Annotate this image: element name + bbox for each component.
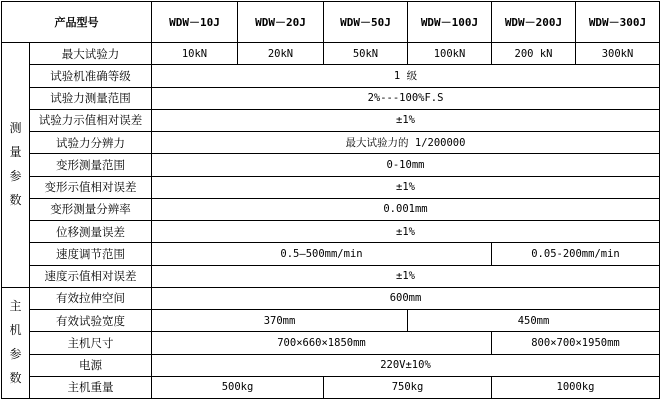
row-accuracy-class <box>2 65 660 87</box>
group-measurement-label: 测量参数 <box>9 121 22 208</box>
row-force-error <box>2 109 660 131</box>
cell-value: ±1% <box>152 109 660 131</box>
row-test-width <box>2 310 660 332</box>
cell-value: 10kN <box>152 43 238 65</box>
row-deform-resolution <box>2 198 660 220</box>
cell-value: 0.05-200mm/min <box>492 243 660 265</box>
row-label: 电源 <box>30 354 152 376</box>
row-label: 有效试验宽度 <box>30 310 152 332</box>
row-speed-error <box>2 265 660 287</box>
cell-value: 100kN <box>408 43 492 65</box>
cell-value: 1 级 <box>152 65 660 87</box>
cell-value: 50kN <box>324 43 408 65</box>
cell-value: 450mm <box>408 310 660 332</box>
row-deform-range <box>2 154 660 176</box>
row-label: 试验力测量范围 <box>30 87 152 109</box>
row-label: 试验力分辨力 <box>30 132 152 154</box>
spec-table <box>1 1 660 399</box>
cell-value: 500kg <box>152 376 324 398</box>
row-stretch-space <box>2 287 660 309</box>
row-host-weight <box>2 376 660 398</box>
row-label: 最大试验力 <box>30 43 152 65</box>
cell-value: 0.001mm <box>152 198 660 220</box>
row-label: 变形测量范围 <box>30 154 152 176</box>
row-force-range <box>2 87 660 109</box>
row-label: 试验力示值相对误差 <box>30 109 152 131</box>
row-deform-error <box>2 176 660 198</box>
cell-value: 最大试验力的 1/200000 <box>152 132 660 154</box>
cell-value: 200 kN <box>492 43 576 65</box>
row-label: 试验机准确等级 <box>30 65 152 87</box>
cell-value: 0-10mm <box>152 154 660 176</box>
header-title: 产品型号 <box>2 2 152 43</box>
row-label: 位移测量误差 <box>30 221 152 243</box>
cell-value: 750kg <box>324 376 492 398</box>
row-max-force <box>2 43 660 65</box>
model-header: WDW－10J <box>152 2 238 43</box>
cell-value: 700×660×1850mm <box>152 332 492 354</box>
row-speed-range <box>2 243 660 265</box>
cell-value: 800×700×1950mm <box>492 332 660 354</box>
cell-value: 370mm <box>152 310 408 332</box>
cell-value: 1000kg <box>492 376 660 398</box>
model-header: WDW－200J <box>492 2 576 43</box>
cell-value: ±1% <box>152 221 660 243</box>
group-host-label: 主机参数 <box>9 299 22 386</box>
cell-value: ±1% <box>152 176 660 198</box>
header-row <box>2 2 660 43</box>
cell-value: 600mm <box>152 287 660 309</box>
group-host <box>2 287 30 398</box>
cell-value: 300kN <box>576 43 660 65</box>
row-label: 变形示值相对误差 <box>30 176 152 198</box>
cell-value: 0.5—500mm/min <box>152 243 492 265</box>
row-label: 速度调节范围 <box>30 243 152 265</box>
cell-value: ±1% <box>152 265 660 287</box>
row-label: 有效拉伸空间 <box>30 287 152 309</box>
group-measurement <box>2 43 30 288</box>
cell-value: 20kN <box>238 43 324 65</box>
row-force-resolution <box>2 132 660 154</box>
row-label: 速度示值相对误差 <box>30 265 152 287</box>
row-displacement-error <box>2 221 660 243</box>
model-header: WDW－100J <box>408 2 492 43</box>
row-label: 主机重量 <box>30 376 152 398</box>
row-power <box>2 354 660 376</box>
row-host-size <box>2 332 660 354</box>
cell-value: 220V±10% <box>152 354 660 376</box>
row-label: 主机尺寸 <box>30 332 152 354</box>
cell-value: 2%---100%F.S <box>152 87 660 109</box>
model-header: WDW－20J <box>238 2 324 43</box>
row-label: 变形测量分辨率 <box>30 198 152 220</box>
model-header: WDW－300J <box>576 2 660 43</box>
model-header: WDW－50J <box>324 2 408 43</box>
